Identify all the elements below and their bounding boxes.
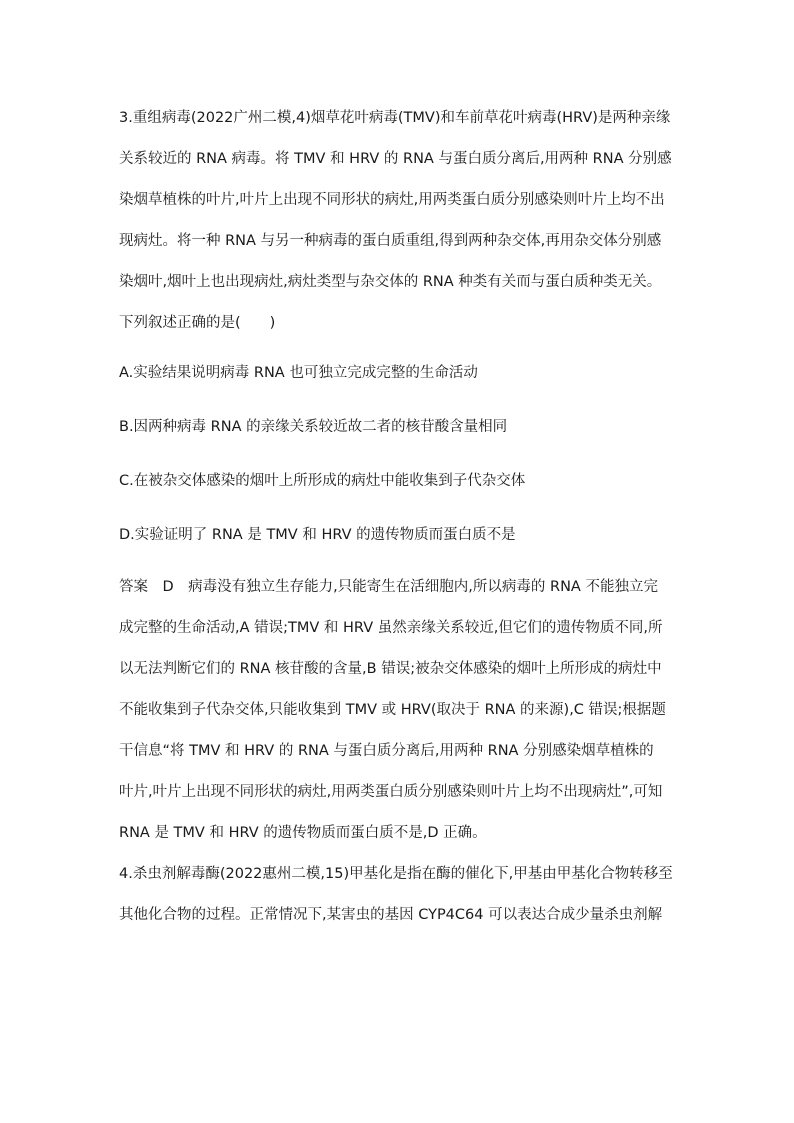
answer-3 <box>119 572 691 848</box>
option-c: C.在被杂交体感染的烟叶上所形成的病灶中能收集到子代杂交体 <box>119 473 526 489</box>
question-3-line: 3.重组病毒(2022广州二模,4)烟草花叶病毒(TMV)和车前草花叶病毒(HRV)是两种亲缘 <box>119 110 671 126</box>
answer-line: 以无法判断它们的 RNA 核苷酸的含量,B 错误;被杂交体感染的烟叶上所形成的病灶中 <box>119 661 662 677</box>
answer-line: 成完整的生命活动,A 错误;TMV 和 HRV 虽然亲缘关系较近,但它们的遗传物质不同,所 <box>119 620 663 636</box>
answer-line: 干信息“将 TMV 和 HRV 的 RNA 与蛋白质分离后,用两种 RNA 分别感染烟草植株的 <box>119 743 654 759</box>
option-b: B.因两种病毒 RNA 的亲缘关系较近故二者的核苷酸含量相同 <box>119 419 508 435</box>
question-4-line: 其他化合物的过程。正常情况下,某害虫的基因 CYP4C64 可以表达合成少量杀虫剂解 <box>119 907 663 923</box>
question-3-stem <box>119 103 691 338</box>
answer-line: 叶片,叶片上出现不同形状的病灶,用两类蛋白质分别感染则叶片上均不出现病灶”,可知 <box>119 784 663 800</box>
question-4-stem <box>119 859 691 930</box>
answer-line: 不能收集到子代杂交体,只能收集到 TMV 或 HRV(取决于 RNA 的来源),C 错误;根据题 <box>119 702 666 718</box>
question-3-line: 染烟草植株的叶片,叶片上出现不同形状的病灶,用两类蛋白质分别感染则叶片上均不出 <box>119 192 665 208</box>
document-page <box>119 103 691 941</box>
answer-line: RNA 是 TMV 和 HRV 的遗传物质而蛋白质不是,D 正确。 <box>119 825 487 841</box>
question-3-line: 染烟叶,烟叶上也出现病灶,病灶类型与杂交体的 RNA 种类有关而与蛋白质种类无关。 <box>119 274 662 290</box>
question-3-line: 现病灶。将一种 RNA 与另一种病毒的蛋白质重组,得到两种杂交体,再用杂交体分别感 <box>119 233 662 249</box>
question-4-line: 4.杀虫剂解毒酶(2022惠州二模,15)甲基化是指在酶的催化下,甲基由甲基化合物转移至 <box>119 866 673 882</box>
question-3-prompt: 下列叙述正确的是( ) <box>119 315 276 331</box>
question-3-line: 关系较近的 RNA 病毒。将 TMV 和 HRV 的 RNA 与蛋白质分离后,用两种 RNA 分别感 <box>119 151 672 167</box>
option-d: D.实验证明了 RNA 是 TMV 和 HRV 的遗传物质而蛋白质不是 <box>119 527 516 543</box>
answer-line: 答案 D 病毒没有独立生存能力,只能寄生在活细胞内,所以病毒的 RNA 不能独立完 <box>119 579 658 595</box>
option-a: A.实验结果说明病毒 RNA 也可独立完成完整的生命活动 <box>119 365 478 381</box>
question-3-options <box>119 358 691 550</box>
